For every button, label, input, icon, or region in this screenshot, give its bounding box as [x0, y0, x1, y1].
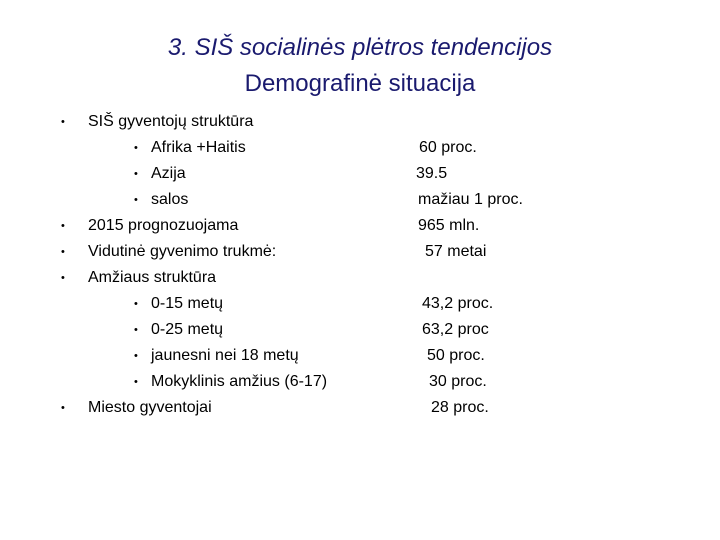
bullet: • — [61, 402, 65, 414]
list-item-label: Mokyklinis amžius (6-17) — [151, 373, 328, 390]
sub-bullet: • — [134, 168, 138, 180]
list-item-label: 0-25 metų — [151, 321, 224, 338]
list-item-value: 63,2 proc — [422, 321, 489, 338]
list-item-label: Afrika +Haitis — [151, 139, 246, 156]
list-item-value: 60 proc. — [419, 139, 477, 156]
list-item-label: Vidutinė gyvenimo trukmė: — [88, 243, 277, 260]
bullet: • — [61, 220, 65, 232]
slide-title: 3. SIŠ socialinės plėtros tendencijos — [167, 34, 553, 61]
sub-bullet: • — [134, 376, 138, 388]
sub-bullet: • — [134, 142, 138, 154]
bullet: • — [61, 116, 65, 128]
list-item-label: salos — [151, 191, 189, 208]
list-item-label: Azija — [151, 165, 186, 182]
list-item-value: 28 proc. — [431, 399, 489, 416]
list-item-label: jaunesni nei 18 metų — [151, 347, 299, 364]
list-item-value: mažiau 1 proc. — [418, 191, 523, 208]
list-item-value: 50 proc. — [427, 347, 485, 364]
list-item-value: 39.5 — [416, 165, 448, 182]
sub-bullet: • — [134, 194, 138, 206]
bullet: • — [61, 272, 65, 284]
list-item-value: 30 proc. — [429, 373, 487, 390]
list-item-value: 965 mln. — [418, 217, 480, 234]
list-item-value: 43,2 proc. — [422, 295, 494, 312]
list-item-label: Amžiaus struktūra — [88, 269, 217, 286]
list-item-label: 0-15 metų — [151, 295, 224, 312]
list-item-label: 2015 prognozuojama — [88, 217, 239, 234]
bullet: • — [61, 246, 65, 258]
slide-subtitle: Demografinė situacija — [244, 70, 476, 97]
sub-bullet: • — [134, 350, 138, 362]
list-item-label: Miesto gyventojai — [88, 399, 212, 416]
list-item-label: SIŠ gyventojų struktūra — [88, 113, 254, 130]
list-item-value: 57 metai — [425, 243, 487, 260]
sub-bullet: • — [134, 324, 138, 336]
sub-bullet: • — [134, 298, 138, 310]
